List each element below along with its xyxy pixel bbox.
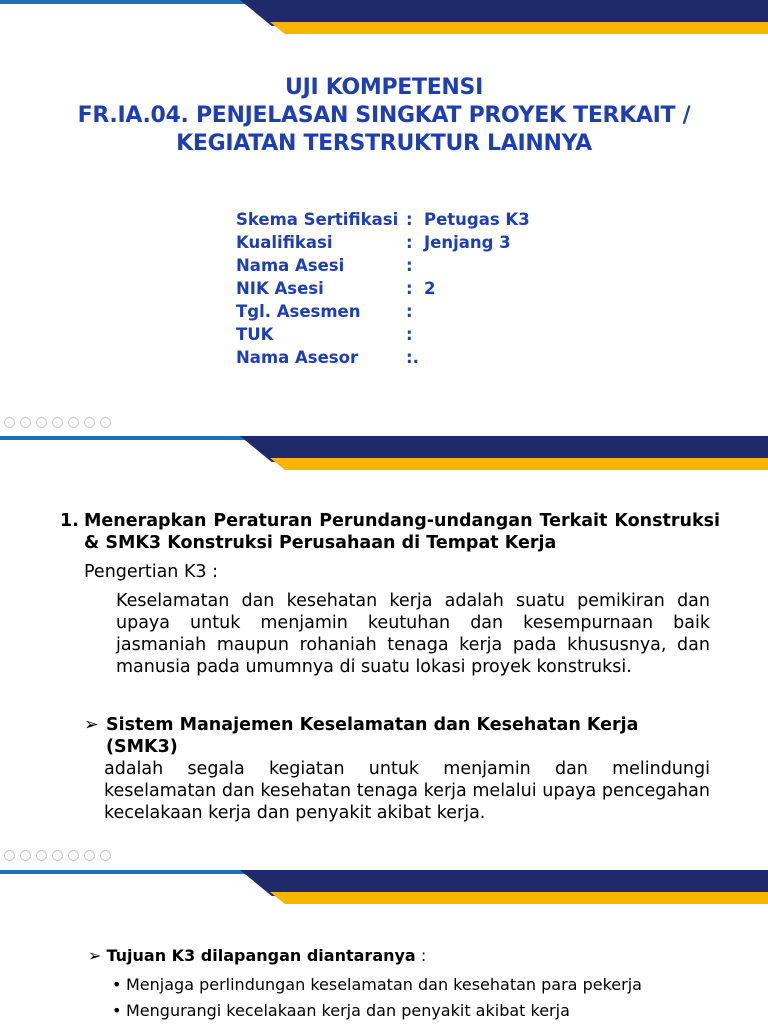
field-colon: : bbox=[406, 325, 413, 344]
pen-icon[interactable] bbox=[36, 850, 47, 861]
title-line-1: UJI KOMPETENSI bbox=[285, 75, 483, 100]
gold-stripe bbox=[270, 458, 768, 470]
field-key: Tgl. Asesmen bbox=[236, 302, 361, 321]
gold-stripe bbox=[270, 22, 768, 34]
gold-stripe bbox=[270, 892, 768, 904]
tujuan-heading-line bbox=[88, 946, 426, 965]
field-key: Skema Sertifikasi bbox=[236, 210, 399, 229]
field-colon: : bbox=[406, 279, 413, 298]
field-colon: : bbox=[406, 302, 413, 321]
info-fields bbox=[236, 208, 530, 369]
section-heading bbox=[60, 510, 720, 554]
slide-1 bbox=[0, 0, 768, 436]
arrow-bullet-icon: ➢ bbox=[88, 946, 102, 965]
subtitle-icon[interactable] bbox=[84, 850, 95, 861]
field-colon: : bbox=[406, 256, 413, 275]
arrow-bullet-icon: ➢ bbox=[84, 715, 99, 735]
field-row bbox=[236, 277, 530, 300]
field-row bbox=[236, 231, 530, 254]
title-line-2: FR.IA.04. PENJELASAN SINGKAT PROYEK TERKAIT / bbox=[77, 103, 691, 128]
header-band bbox=[0, 870, 768, 910]
pen-icon[interactable] bbox=[36, 417, 47, 428]
bullet-dot-icon: • bbox=[112, 1001, 122, 1020]
field-key: Kualifikasi bbox=[236, 233, 333, 252]
list-item-text: Menjaga perlindungan keselamatan dan kesehatan para pekerja bbox=[126, 975, 642, 994]
field-key: NIK Asesi bbox=[236, 279, 324, 298]
list-item bbox=[112, 998, 642, 1024]
smk3-text: adalah segala kegiatan untuk menjamin dan melindungi keselamatan dan kesehatan tenaga kerja melalui upaya pencegahan kecelakaan kerja dan penyakit akibat kerja. bbox=[104, 759, 710, 823]
field-key: TUK bbox=[236, 325, 274, 344]
field-key: Nama Asesor bbox=[236, 348, 359, 367]
tujuan-list bbox=[112, 972, 642, 1024]
zoom-icon[interactable] bbox=[68, 850, 79, 861]
heading-number: 1. bbox=[60, 511, 79, 531]
subtitle-icon[interactable] bbox=[84, 417, 95, 428]
field-colon: :. bbox=[406, 348, 419, 367]
smk3-heading: Sistem Manajemen Keselamatan dan Kesehatan Kerja (SMK3) bbox=[106, 715, 639, 757]
field-value: Petugas K3 bbox=[424, 210, 530, 229]
more-icon[interactable] bbox=[100, 850, 111, 861]
heading-text: Menerapkan Peraturan Perundang-undangan Terkait Konstruksi & SMK3 Konstruksi Perusahaan di Tempat Kerja bbox=[84, 511, 720, 553]
field-row bbox=[236, 346, 530, 369]
list-item-text: Mengurangi kecelakaan kerja dan penyakit akibat kerja bbox=[126, 1001, 570, 1020]
next-icon[interactable] bbox=[20, 850, 31, 861]
title-line-3: KEGIATAN TERSTRUKTUR LAINNYA bbox=[176, 131, 592, 156]
field-key: Nama Asesi bbox=[236, 256, 345, 275]
field-value: Jenjang 3 bbox=[424, 233, 511, 252]
tujuan-colon: : bbox=[415, 946, 427, 965]
header-band bbox=[0, 0, 768, 40]
field-value: 2 bbox=[424, 279, 436, 298]
gallery-icon[interactable] bbox=[52, 850, 63, 861]
bullet-dot-icon: • bbox=[112, 975, 122, 994]
next-icon[interactable] bbox=[20, 417, 31, 428]
field-row bbox=[236, 254, 530, 277]
pengertian-label: Pengertian K3 : bbox=[84, 562, 219, 582]
field-row bbox=[236, 323, 530, 346]
field-row bbox=[236, 300, 530, 323]
pengertian-text: Keselamatan dan kesehatan kerja adalah suatu pemikiran dan upaya untuk menjamin keutuhan dan kesempurnaan baik jasmaniah maupun rohaniah tenaga kerja pada khususnya, dan manusia pada umumnya di suatu lokasi proyek konstruksi. bbox=[116, 591, 710, 677]
slide-controls bbox=[4, 850, 111, 861]
more-icon[interactable] bbox=[100, 417, 111, 428]
zoom-icon[interactable] bbox=[68, 417, 79, 428]
gallery-icon[interactable] bbox=[52, 417, 63, 428]
slide-title bbox=[0, 74, 768, 158]
slide-controls bbox=[4, 417, 111, 428]
header-band bbox=[0, 436, 768, 476]
prev-icon[interactable] bbox=[4, 417, 15, 428]
tujuan-heading: Tujuan K3 dilapangan diantaranya bbox=[106, 946, 416, 965]
field-colon: : bbox=[406, 233, 413, 252]
prev-icon[interactable] bbox=[4, 850, 15, 861]
field-row bbox=[236, 208, 530, 231]
field-colon: : bbox=[406, 210, 413, 229]
list-item bbox=[112, 972, 642, 998]
smk3-block bbox=[84, 714, 710, 824]
